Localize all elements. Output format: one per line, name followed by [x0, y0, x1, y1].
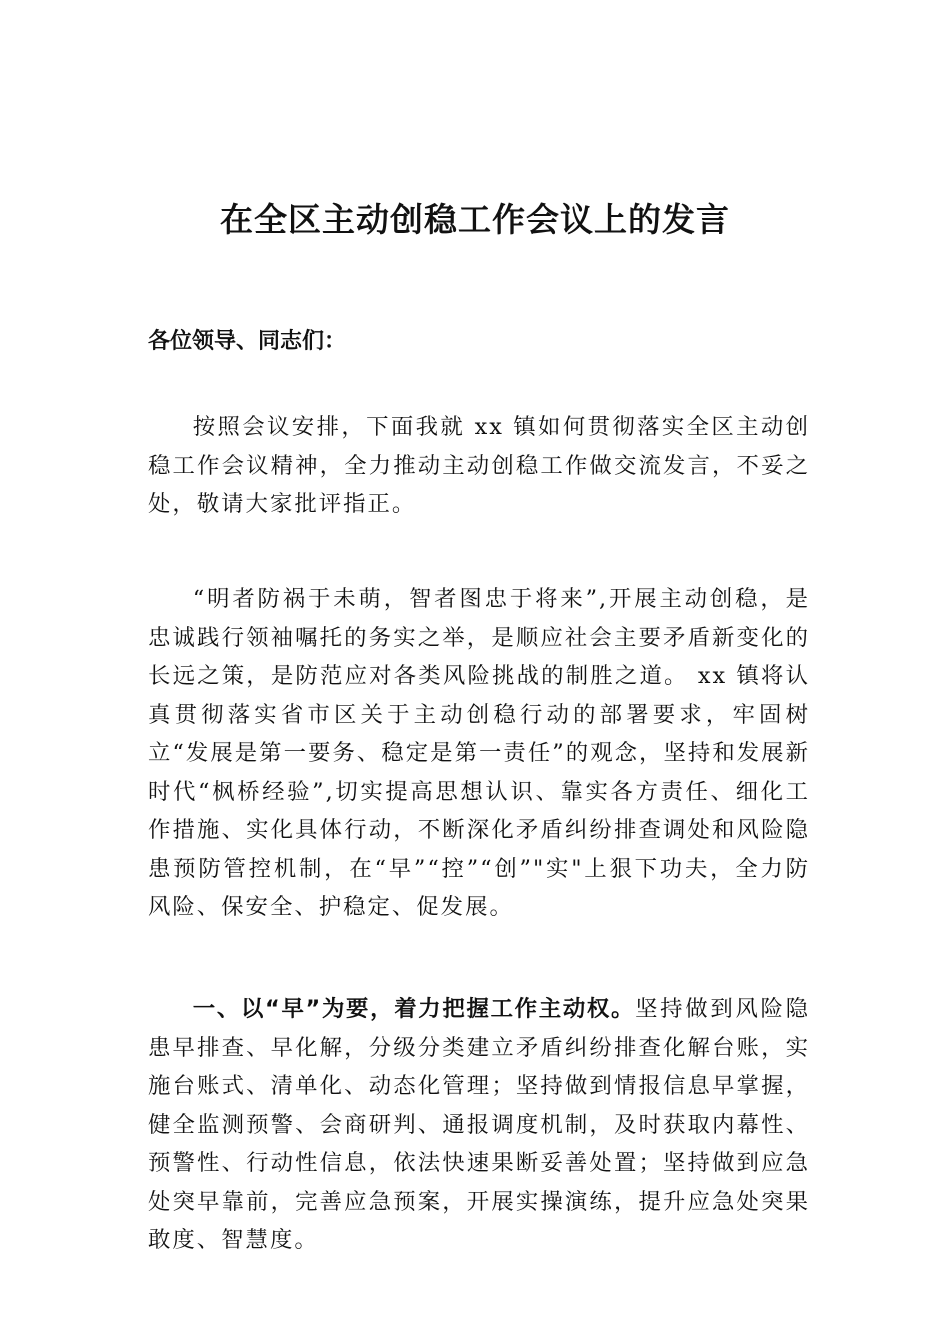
document-title: 在全区主动创稳工作会议上的发言	[220, 200, 730, 239]
paragraph-section-one	[148, 990, 810, 1260]
paragraph-text: “明者防祸于未萌，智者图忠于将来”,开展主动创稳，是忠诚践行领袖嘱托的务实之举，是顺应社会主要矛盾新变化的长远之策，是防范应对各类风险挑战的制胜之道。 xx 镇将认真贯彻落实省市区关于主动创稳行动的部署要求，牢固树立“发展是第一要务、稳定是第一责任”的观念，坚持和发展新时代“枫桥经验”,切实提高思想认识、靠实各方责任、细化工作措施、实化具体行动，不断深化矛盾纠纷排查调处和风险隐患预防管控机制，在“早”“控”“创”"实"上狠下功夫，全力防风险、保安全、护稳定、促发展。	[148, 586, 810, 920]
salutation: 各位领导、同志们：	[148, 329, 347, 354]
paragraph-intro	[148, 408, 810, 524]
section-heading: 一、以“早”为要，着力把握工作主动权。	[192, 996, 636, 1022]
paragraph-text: 按照会议安排，下面我就 xx 镇如何贯彻落实全区主动创稳工作会议精神，全力推动主动创稳工作做交流发言，不妥之处，敬请大家批评指正。	[148, 414, 810, 517]
paragraph-text: 坚持做到风险隐患早排查、早化解，分级分类建立矛盾纠纷排查化解台账，实施台账式、清单化、动态化管理；坚持做到情报信息早掌握，健全监测预警、会商研判、通报调度机制，及时获取内幕性、预警性、行动性信息，依法快速果断妥善处置；坚持做到应急处突早靠前，完善应急预案，开展实操演练，提升应急处突果敢度、智慧度。	[148, 996, 811, 1253]
paragraph-background	[148, 580, 810, 927]
